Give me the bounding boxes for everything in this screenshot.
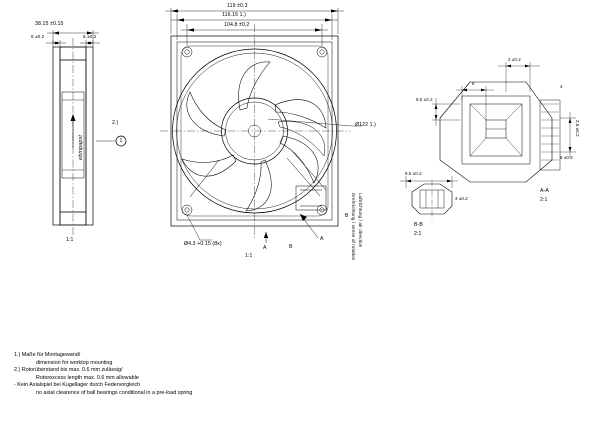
side-view-dim-overall: 38.15 ±0.15 <box>35 21 64 27</box>
section-bb-scale: 2:1 <box>414 231 422 237</box>
hole-diameter-value: 4.3 +0.15 (8x) <box>188 241 222 247</box>
front-view-scale: 1:1 <box>245 253 253 259</box>
note-1-line2: dimension for worktop mounting <box>36 359 113 366</box>
note-2-de: Rotorüberstand bis max. 0.6 mm zulässig/ <box>21 367 123 374</box>
notes-block <box>14 352 344 398</box>
section-aa-dim-1: 2 ±0.2 <box>508 57 521 62</box>
note-2-line2: Rotorexcess length max. 0.6 mm allowable <box>36 374 139 381</box>
side-view-balloon-number: 1 <box>119 138 123 144</box>
section-aa-dim-2: 8 <box>472 81 475 86</box>
note-3-line1 <box>14 382 344 390</box>
front-view-dim-inner: 104.8 ±0.2 <box>224 22 250 28</box>
section-bb-dim-1: 9.5 ±0.2 <box>405 171 422 176</box>
front-view-dim-hub <box>355 122 376 128</box>
section-mark-a-bottom: A <box>263 245 267 251</box>
section-aa-dim-4: 4 <box>560 84 563 89</box>
hub-diameter-value: 122 1.) <box>359 122 376 128</box>
note-1-number: 1.) <box>14 352 21 358</box>
note-2-line1 <box>14 367 344 375</box>
rotation-label: Drehrichtung / sense of rotation <box>351 193 356 261</box>
section-aa-scale: 2:1 <box>540 197 548 203</box>
front-view-geometry <box>160 24 350 240</box>
note-1-de: Maße für Montagewand/ <box>21 352 81 358</box>
section-aa-dim-5: 2.5 ±0.2 <box>575 120 580 137</box>
side-view-note-ref: 2.) <box>112 120 119 126</box>
section-mark-b-2: B <box>289 244 293 250</box>
section-bb-geometry <box>400 176 458 220</box>
side-view-dim-b: 6 ±0.2 <box>83 34 97 39</box>
hub-diameter-symbol: Ø <box>355 122 360 128</box>
section-aa-dim-3: 9.5 ±0.2 <box>416 97 433 102</box>
section-bb-dim-2: 3 ±0.2 <box>455 196 468 201</box>
note-3-line2: no axial clearence of ball bearings conditional in a pre-load spring <box>36 389 193 396</box>
note-3-number: - <box>14 382 16 389</box>
side-view-geometry <box>53 38 126 236</box>
section-mark-a-right: A <box>320 236 324 242</box>
note-3-de: Kein Axialspiel bei Kugellager durch Federvorgleich <box>17 382 141 389</box>
section-mark-b-1: B <box>345 213 349 219</box>
brand-mark: ebmpapst <box>78 135 84 160</box>
hole-diameter-symbol: Ø <box>184 241 189 247</box>
section-aa-label: A-A <box>540 188 549 194</box>
note-1-line1 <box>14 352 344 360</box>
front-view-dim-outer: 119 ±0.3 <box>227 3 248 9</box>
airflow-label: Luftrichtung / air direction <box>358 193 363 248</box>
section-bb-label: B-B <box>414 222 423 228</box>
side-view-dim-a: 6 ±0.2 <box>31 34 45 39</box>
side-view-scale: 1:1 <box>66 237 74 243</box>
section-aa-dim-6: 5 ±0.2 <box>560 155 573 160</box>
front-view-dim-holes <box>184 241 222 247</box>
front-view-dim-mount: 116.16 1.) <box>222 12 246 18</box>
section-aa-geometry <box>432 62 576 196</box>
note-2-number: 2.) <box>14 367 21 374</box>
